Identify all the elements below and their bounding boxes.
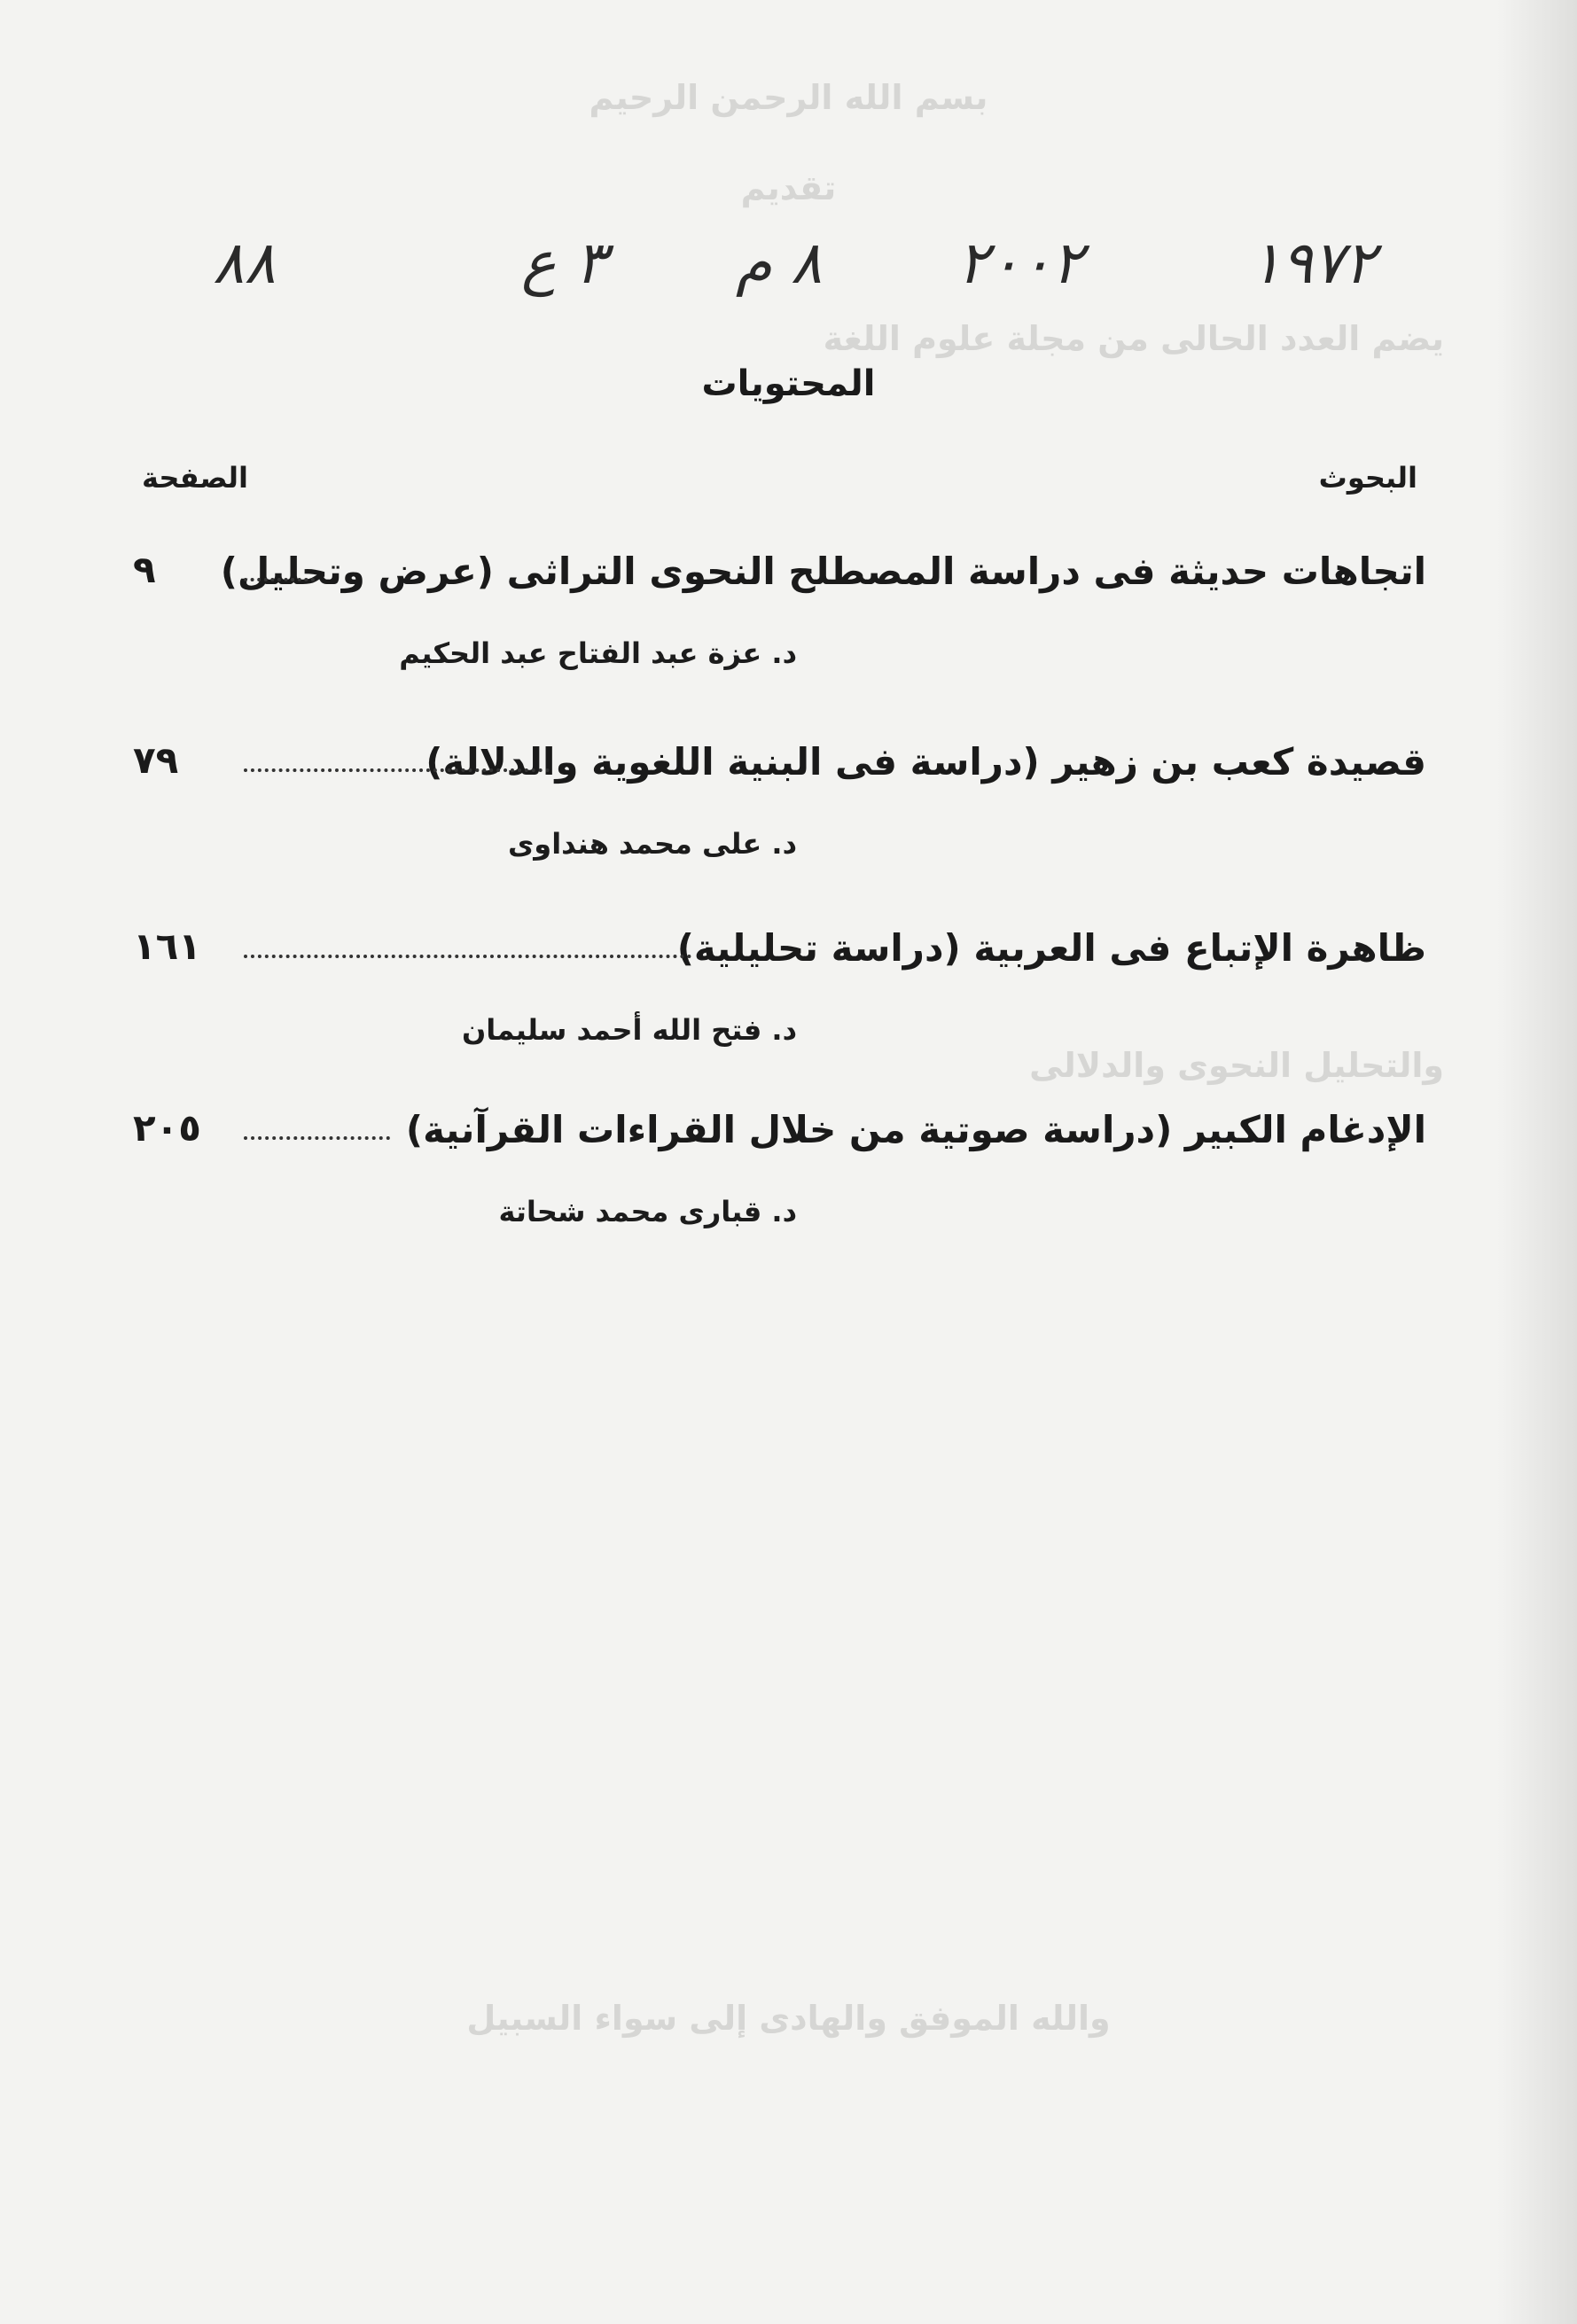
bleed-line-basmala: بسم الله الرحمن الرحيم	[589, 78, 988, 117]
toc-entry-author: د. عزة عبد الفتاح عبد الحكيم	[399, 636, 797, 670]
toc-entry-title[interactable]: قصيدة كعب بن زهير (دراسة فى البنية اللغوية والدلالة)	[425, 740, 1426, 784]
toc-entry[interactable]	[0, 548, 1577, 670]
toc-entry-page[interactable]: ١٦١	[133, 924, 201, 968]
column-header-research: البحوث	[1318, 461, 1417, 495]
toc-leader-dots	[244, 1119, 390, 1140]
toc-entry-title[interactable]: الإدغام الكبير (دراسة صوتية من خلال القراءات القرآنية)	[405, 1108, 1426, 1151]
toc-entry-title[interactable]: ظاهرة الإتباع فى العربية (دراسة تحليلية)	[676, 926, 1426, 970]
handwritten-mark-4: ٢٠٠٢	[957, 229, 1083, 297]
handwritten-mark-3: ٨ م	[736, 229, 823, 297]
toc-entry-author: د. على محمد هنداوى	[507, 827, 797, 861]
toc-title: المحتويات	[701, 363, 876, 404]
toc-leader-dots	[244, 560, 315, 581]
toc-entry-page[interactable]: ٩	[133, 548, 156, 591]
handwritten-mark-1: ٨٨	[213, 229, 276, 297]
toc-entry-author: د. قبارى محمد شحاتة	[498, 1195, 797, 1228]
handwritten-catalog-note	[213, 229, 1418, 317]
column-header-page: الصفحة	[142, 461, 249, 495]
toc-entry-author: د. فتح الله أحمد سليمان	[461, 1013, 797, 1047]
bleed-line-intro: يضم العدد الحالى من مجلة علوم اللغة	[823, 319, 1444, 358]
toc-entry-page[interactable]: ٧٩	[133, 738, 179, 782]
toc-entry-page[interactable]: ٢٠٥	[133, 1106, 201, 1150]
bleed-line-body: والتحليل النحوى والدلالى	[1029, 1046, 1444, 1085]
bleed-line-closing: والله الموفق والهادى إلى سواء السبيل	[466, 1999, 1111, 2038]
toc-entry[interactable]	[0, 1106, 1577, 1228]
toc-entry[interactable]	[0, 924, 1577, 1047]
toc-leader-dots	[244, 937, 691, 958]
toc-leader-dots	[244, 751, 550, 772]
bleed-line-heading: تقديم	[740, 168, 837, 207]
handwritten-mark-2: ٣ ع	[521, 229, 606, 297]
toc-entry[interactable]	[0, 738, 1577, 861]
toc-entry-title[interactable]: اتجاهات حديثة فى دراسة المصطلح النحوى التراثى (عرض وتحليل)	[220, 550, 1426, 593]
handwritten-mark-5: ١٩٧٢	[1250, 229, 1376, 297]
